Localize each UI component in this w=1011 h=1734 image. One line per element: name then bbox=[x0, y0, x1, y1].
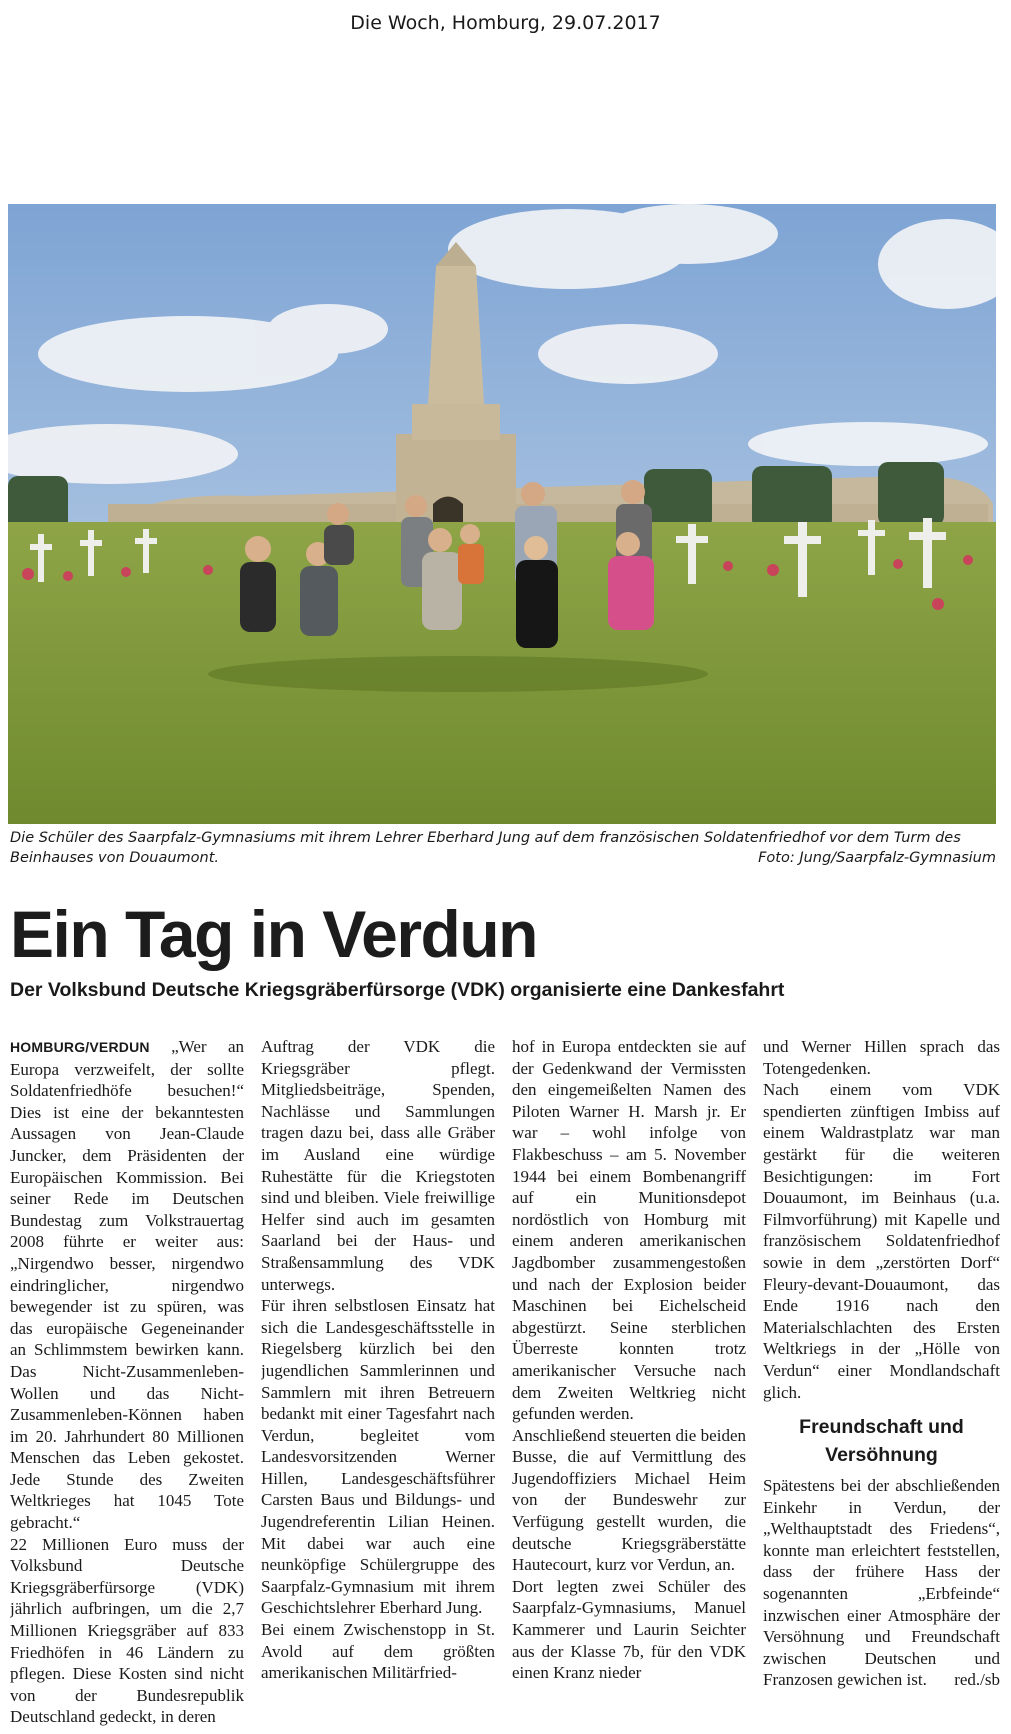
body-paragraph: Bei einem Zwischenstopp in St. Avold auf dem größten amerikanischen Militärfried- bbox=[261, 1620, 495, 1683]
body-paragraph: Dort legten zwei Schüler des Saarpfalz-Gymnasiums, Manuel Kammerer und Laurin Seichter aus der Klasse 7b, für den VDK einen Kranz nieder bbox=[512, 1576, 746, 1683]
body-paragraph: Nach einem vom VDK spendierten zünftigen Imbiss auf einem Waldrastplatz war man gestärkt für die weiteren Besichtigungen: im Fort Douaumont, im Beinhaus (u.a. Filmvorführung) mit Kapelle und französischem Soldatenfriedhof sowie in dem „zerstörten Dorf“ Fleury-devant-Douaumont, das Ende 1916 nach den Materialschlachten des Ersten Weltkriegs in der „Hölle von Verdun“ einer Mondlandschaft glich. bbox=[763, 1080, 1000, 1402]
article-column-2 bbox=[261, 1036, 495, 1728]
body-paragraph: Für ihren selbstlosen Einsatz hat sich die Landesgeschäftsstelle in Riegelsberg kürzlich bei den jugendlichen Sammlerinnen und Sammlern mit ihren Betreuern bedankt mit einer Tagesfahrt nach Verdun, begleitet vom Landesvorsitzenden Werner Hillen, Landesgeschäftsführer Carsten Baus und Bildungs- und Jugendreferentin Lilian Heinen. Mit dabei war auch eine neunköpfige Schülergruppe des Saarpfalz-Gymnasium mit ihrem Geschichtslehrer Eberhard Jung. bbox=[261, 1296, 495, 1618]
body-paragraph: und Werner Hillen sprach das Totengedenken. bbox=[763, 1037, 1000, 1078]
body-paragraph bbox=[10, 1036, 244, 1534]
body-paragraph: hof in Europa entdeckten sie auf der Gedenkwand der Vermissten den eingemeißelten Namen des Piloten Warner H. Marsh jr. Er war – wohl infolge von Flakbeschuss – am 5. November 1944 bei einem Bombenangriff auf ein Munitionsdepot nordöstlich von Homburg mit einem anderen amerikanischen Jagdbomber zusammengestoßen und nach der Explosion beider Maschinen bei Eichelscheid abgestürzt. Seine sterblichen Überreste konnten trotz amerikanischer Versuche nach dem Zweiten Weltkrieg nicht gefunden werden. bbox=[512, 1037, 746, 1424]
article-photo bbox=[8, 204, 996, 824]
section-heading: Freundschaft und Versöhnung bbox=[799, 1416, 964, 1467]
body-paragraph: Auftrag der VDK die Kriegsgräber pflegt. Mitgliedsbeiträge, Spenden, Nachlässe und Sammlungen tragen dazu bei, dass alle Gräber im Ausland eine würdige Ruhestätte für die Kriegstoten sind und bleiben. Viele freiwillige Helfer sind auch im gesamten Saarland bei der Haus- und Straßensammlung des VDK unterwegs. bbox=[261, 1037, 495, 1294]
dateline: HOMBURG/VERDUN bbox=[10, 1039, 150, 1055]
article-subhead: Der Volksbund Deutsche Kriegsgräberfürsorge (VDK) organisierte eine Dankesfahrt bbox=[10, 979, 785, 1001]
article-column-3 bbox=[512, 1036, 746, 1728]
body-paragraph: 22 Millionen Euro muss der Volksbund Deutsche Kriegsgräberfürsorge (VDK) jährlich aufbringen, um die 2,7 Millionen Kriegsgräber auf 833 Friedhöfen in 46 Ländern zu pflegen. Diese Kosten sind nicht von der Bundesrepublik Deutschland gedeckt, in deren bbox=[10, 1534, 244, 1727]
article-column-4 bbox=[763, 1036, 1000, 1728]
body-paragraph: Anschließend steuerten die beiden Busse, die auf Vermittlung des Jugendoffiziers Michael Heim von der Bundeswehr zur Verfügung gestellt wurden, die deutsche Kriegsgräberstätte Hautecourt, kurz vor Verdun, an. bbox=[512, 1425, 746, 1575]
photo-caption bbox=[10, 828, 996, 868]
paragraph-text: „Wer an Europa verzweifelt, der sollte Soldatenfriedhöfe besuchen!“ Dies ist eine der bekanntesten Aussagen von Jean-Claude Juncker, dem Präsidenten der Europäischen Kommission. Bei seiner Rede im Deutschen Bundestag zum Volkstrauertag 2008 führte er weiter aus: „Nirgendwo besser, nirgendwo eindringlicher, nirgendwo bewegender ist zu spüren, was das europäische Gegeneinander an Schlimmstem bewirken kann. Das Nicht-Zusammenleben-Wollen und das Nicht-Zusammenleben-Können haben im 20. Jahrhundert 80 Millionen Menschen das Leben gekostet. Jede Stunde des Zweiten Weltkrieges hat 1045 Tote gebracht.“ bbox=[10, 1037, 244, 1533]
article-headline: Ein Tag in Verdun bbox=[10, 897, 537, 971]
article-column-1 bbox=[10, 1036, 244, 1728]
paragraph-text: Spätestens bei der abschließenden Einkehr in Verdun, der „Welthauptstadt des Friedens“, konnte man erleichtert feststellen, dass der frühere Hass der sogenannten „Erbfeinde“ inzwischen einer Atmosphäre der Versöhnung und Freundschaft zwischen Deutschen und Franzosen gewichen ist. bbox=[763, 1476, 1000, 1690]
caption-text: Die Schüler des Saarpfalz-Gymnasiums mit ihrem Lehrer Eberhard Jung auf dem französischen Soldatenfriedhof vor dem Turm des Beinhauses von Douaumont. bbox=[10, 830, 961, 866]
cemetery-photo-illustration bbox=[8, 204, 996, 824]
photo-credit: Foto: Jung/Saarpfalz-Gymnasium bbox=[758, 850, 996, 866]
body-paragraph bbox=[763, 1475, 1000, 1691]
author-sign: red./sb bbox=[954, 1670, 1000, 1690]
source-line: Die Woch, Homburg, 29.07.2017 bbox=[350, 12, 661, 34]
